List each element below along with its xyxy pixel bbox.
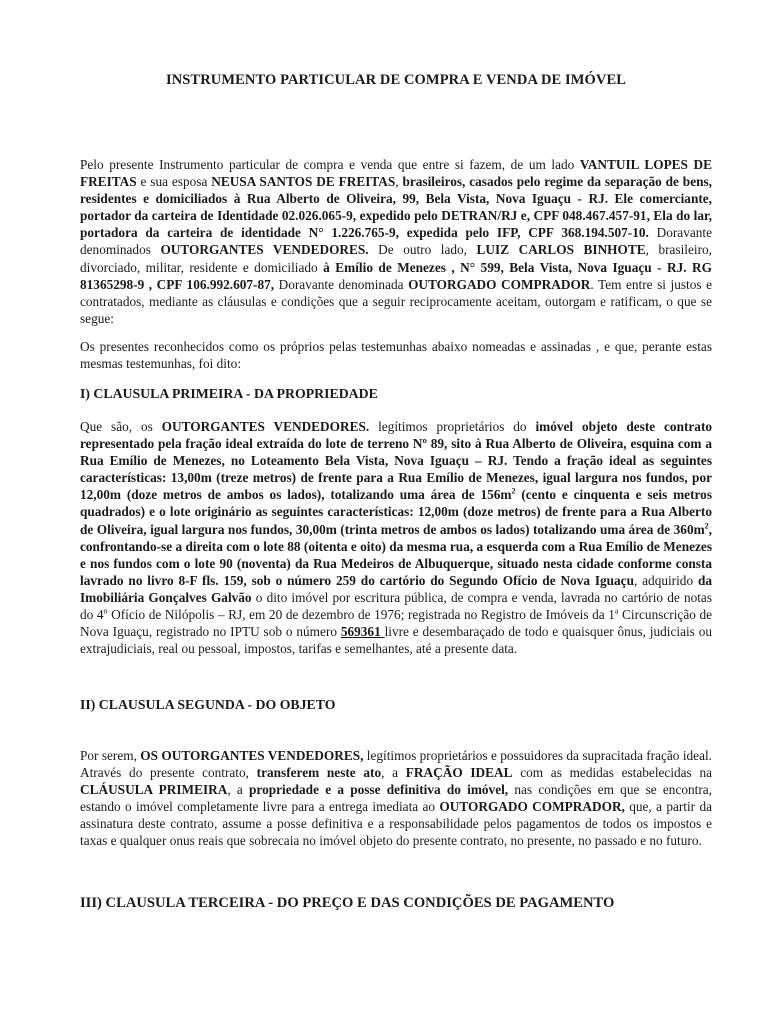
- text-run: que, a partir da assinatura deste contrato, assume a posse definitiva e a responsabilidade pelos pagamentos de todos os impostos e taxas e qualquer onus reais que sobrecaia no imóvel objeto do presente contrato, no presente, no passado e no futuro.: [80, 799, 713, 849]
- text-run: Por serem,: [80, 748, 141, 763]
- text-run: 2: [511, 486, 516, 496]
- text-run: legítimos proprietários e possuidores da supracitada fração ideal. Através do presente contrato,: [80, 748, 712, 781]
- text-run: (cento e cinquenta e seis metros quadrados) e o lote originário as seguintes características: 12,00m (doze metros) de frente para a Rua Alberto de Oliveira, igual largura nos fundos, 30,00m (trinta metros de ambos os lados) totalizando uma área de 360m: [80, 487, 712, 537]
- document-title: INSTRUMENTO PARTICULAR DE COMPRA E VENDA DE IMÓVEL: [165, 72, 627, 88]
- clause-2-heading: II) CLAUSULA SEGUNDA - DO OBJETO: [80, 697, 336, 712]
- text-run: livre e desembaraçado de todo e quaisquer ônus, judiciais ou extrajudiciais, real ou pessoal, impostos, tarifas e semelhantes, até a presente data.: [80, 624, 712, 657]
- text-run: transferem neste ato: [256, 765, 382, 781]
- text-run: com as medidas estabelecidas na: [512, 765, 712, 781]
- text-run: 569361: [340, 624, 385, 640]
- text-run: FRAÇÃO IDEAL: [405, 765, 513, 781]
- text-run: De outro lado,: [368, 242, 477, 258]
- text-run: à Emílio de Menezes , N° 599, Bela Vista, Nova Iguaçu - RJ. RG 81365298-9 , CPF 106.992.607-87,: [80, 259, 712, 292]
- text-run: [573, 419, 582, 434]
- text-run: NEUSA SANTOS DE FREITAS: [211, 174, 396, 190]
- text-run: , brasileiro, divorciado, militar, residente e domiciliado: [80, 242, 713, 275]
- text-run: OUTORGANTES VENDEDORES.: [160, 242, 369, 258]
- text-run: propriedade e a posse definitiva do imóvel,: [249, 782, 509, 798]
- text-run: , a: [227, 782, 250, 798]
- text-run: Os presentes reconhecidos como os próprios pelas testemunhas abaixo nomeadas e assinadas , e que, perante estas mesmas testemunhas, foi dito:: [80, 339, 712, 372]
- text-run: Pelo presente Instrumento particular de compra e venda que entre si fazem, de um lado: [80, 157, 580, 172]
- text-run: o: [103, 606, 108, 616]
- text-run: imóvel: [535, 419, 574, 434]
- text-run: a: [614, 606, 619, 616]
- text-run: 2: [704, 521, 709, 531]
- text-run: da Imobiliária Gonçalves Galvão: [80, 572, 712, 605]
- text-run: Ofício de Nilópolis – RJ, em 20 de dezembro de 1976; registrada no Registro de Imóveis da 1: [107, 607, 615, 623]
- text-run: OUTORGADO COMPRADOR: [408, 276, 591, 292]
- clause-2-paragraph: [80, 747, 712, 850]
- text-run: ,: [395, 174, 403, 190]
- text-run: objeto deste contrato representado pela fração ideal extraída do lote de terreno Nº 89, sito à Rua Alberto de Oliveira, esquina com a Rua Emílio de Menezes, no Loteamento Bela Vista, Nova Iguaçu – RJ. Tendo a fração ideal as seguintes características: 13,00m (treze metros) de frente para a Rua Emílio de Menezes, igual largura nos fundos, por 12,00m (doze metros de ambos os lados), totalizando uma área de 156m: [80, 419, 713, 503]
- clause-1-paragraph: [80, 418, 712, 657]
- text-run: e sua esposa: [136, 174, 212, 190]
- clause-3-heading: III) CLAUSULA TERCEIRA - DO PREÇO E DAS CONDIÇÕES DE PAGAMENTO: [80, 895, 615, 911]
- text-run: Que são, os: [80, 419, 162, 434]
- text-run: OUTORGADO COMPRADOR,: [439, 799, 625, 815]
- text-run: , a: [381, 765, 406, 781]
- text-run: , adquirido: [633, 572, 698, 588]
- intro-paragraph: [80, 156, 712, 327]
- text-run: o dito imóvel por escritura pública, de compra e venda, lavrada no cartório de notas do 4: [80, 589, 713, 623]
- text-run: OS OUTORGANTES VENDEDORES,: [140, 748, 364, 763]
- text-run: CLÁUSULA PRIMEIRA: [80, 782, 228, 798]
- text-run: , confrontando-se a direita com o lote 88 (oitenta e oito) da mesma rua, a esquerda com a Rua Emílio de Menezes e nos fundos com o lote 90 (noventa) da Rua Medeiros de Albuquerque, situado nesta cidade conforme consta lavrado no livro 8-F fls. 159, sob o número 259 do cartório do Segundo Ofício de Nova Iguaçu: [80, 521, 712, 588]
- text-run: Circunscrição de Nova Iguaçu, registrado no IPTU sob o número: [80, 607, 713, 640]
- text-run: nas condições em que se encontra, estando o imóvel completamente livre para a entrega imediata ao: [80, 782, 713, 815]
- text-run: LUIZ CARLOS BINHOTE: [476, 242, 646, 258]
- clause-1-heading: I) CLAUSULA PRIMEIRA - DA PROPRIEDADE: [80, 386, 378, 401]
- text-run: legítimos proprietários do: [369, 419, 536, 434]
- text-run: VANTUIL LOPES DE FREITAS: [80, 157, 713, 190]
- witnesses-paragraph: [80, 338, 712, 372]
- text-run: OUTORGANTES VENDEDORES.: [161, 419, 370, 434]
- text-run: . Tem entre si justos e contratados, mediante as cláusulas e condições que a seguir reciprocamente aceitam, outorgam e ratificam, o que se segue:: [80, 276, 712, 326]
- text-run: brasileiros, casados pelo regime da separação de bens, residentes e domiciliados à Rua Alberto de Oliveira, 99, Bela Vista, Nova Iguaçu - RJ. Ele comerciante, portador da carteira de Identidade 02.026.065-9, expedido pelo DETRAN/RJ e, CPF 048.467.457-91, Ela do lar, portadora da carteira de identidade N° 1.226.765-9, expedida pelo IFP, CPF 368.194.507-10.: [80, 174, 712, 241]
- text-run: Doravante denominada: [274, 276, 409, 292]
- text-run: Doravante denominados: [80, 225, 713, 258]
